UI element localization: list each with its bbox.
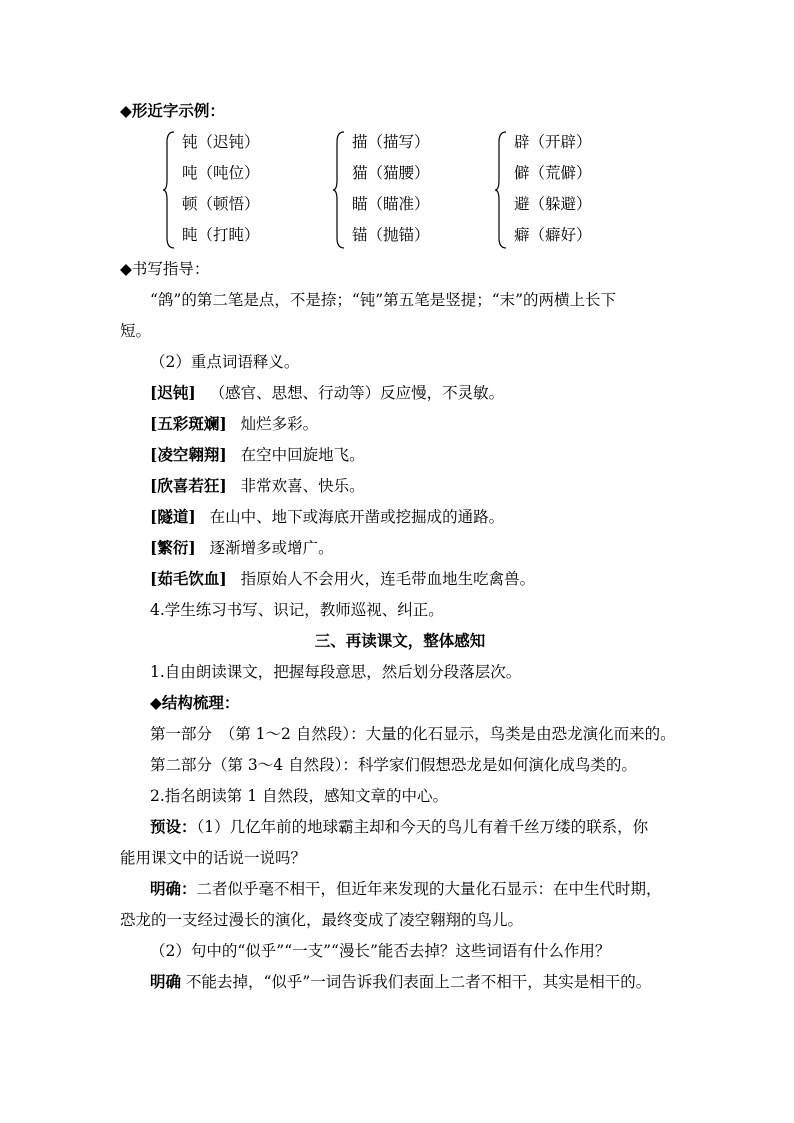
clear-text: 二者似乎毫不相干，但近年来发现的大量化石显示：在中生代时期， xyxy=(196,880,662,898)
clear-text-cont: 恐龙的一支经过漫长的演化，最终变成了凌空翱翔的鸟儿。 xyxy=(120,911,524,929)
vocab-term: [欣喜若狂] xyxy=(150,476,227,495)
char-item: 描（描写） xyxy=(352,133,430,151)
step-1: 1.自由朗读课文，把握每段意思，然后划分段落层次。 xyxy=(150,663,522,681)
clear-paragraph xyxy=(150,879,680,899)
vocab-def: 在山中、地下或海底开凿或挖掘成的通路。 xyxy=(209,508,505,526)
question-2: （2）句中的“似乎”“一支”“漫长”能否去掉？这些词语有什么作用？ xyxy=(150,942,611,960)
vocab-term: [凌空翱翔] xyxy=(150,445,227,464)
vocab-term: [迟钝] xyxy=(150,383,196,402)
brace-icon xyxy=(494,130,508,250)
vocab-def: （感官、思想、行动等）反应慢，不灵敏。 xyxy=(209,384,505,402)
step-2: 2.指名朗读第 1 自然段，感知文章的中心。 xyxy=(150,787,449,805)
vocab-def: 非常欢喜、快乐。 xyxy=(240,477,365,495)
char-item: 钝（迟钝） xyxy=(182,133,260,151)
char-group-2 xyxy=(332,130,492,250)
step-4: 4.学生练习书写、识记，教师巡视、纠正。 xyxy=(150,601,444,619)
char-item: 盹（打盹） xyxy=(182,226,260,244)
structure-heading: ◆结构梳理： xyxy=(150,693,240,712)
section-title: 三、再读课文，整体感知 xyxy=(314,631,486,650)
vocab-item xyxy=(150,445,680,465)
preset-paragraph xyxy=(150,817,680,837)
brace-icon xyxy=(162,130,176,250)
clear-label: 明确： xyxy=(150,879,197,898)
preset-label: 预设： xyxy=(150,817,197,836)
vocab-item xyxy=(150,383,680,403)
part-2: 第二部分（第 3～4 自然段）：科学家们假想恐龙是如何演化成鸟类的。 xyxy=(150,756,637,774)
writing-guide-heading: ◆书写指导： xyxy=(120,260,210,278)
clear2-text: 不能去掉，“似乎”一词告诉我们表面上二者不相干，其实是相干的。 xyxy=(181,973,652,991)
char-item: 瞄（瞄准） xyxy=(352,195,430,213)
vocab-heading: （2）重点词语释义。 xyxy=(150,353,300,371)
writing-guide-text: “鸽”的第二笔是点，不是捺；“钝”第五笔是竖提；“末”的两横上长下 xyxy=(150,291,617,309)
char-item: 锚（抛锚） xyxy=(352,226,430,244)
char-group-3 xyxy=(494,130,654,250)
char-item: 顿（顿悟） xyxy=(182,195,260,213)
preset-text: （1）几亿年前的地球霸主却和今天的鸟儿有着千丝万缕的联系，你 xyxy=(196,818,649,836)
char-item: 避（躲避） xyxy=(514,195,592,213)
vocab-item xyxy=(150,476,680,496)
vocab-def: 逐渐增多或增广。 xyxy=(209,539,334,557)
vocab-item xyxy=(150,507,680,527)
vocab-item xyxy=(150,414,680,434)
part-1: 第一部分 （第 1～2 自然段）：大量的化石显示，鸟类是由恐龙演化而来的。 xyxy=(150,725,676,743)
writing-guide-text-cont: 短。 xyxy=(120,322,152,340)
vocab-def: 灿烂多彩。 xyxy=(240,415,319,433)
vocab-item xyxy=(150,569,680,589)
char-item: 癖（癖好） xyxy=(514,226,592,244)
vocab-def: 指原始人不会用火，连毛带血地生吃禽兽。 xyxy=(240,570,536,588)
char-item: 猫（猫腰） xyxy=(352,164,430,182)
similar-chars-heading: ◆形近字示例： xyxy=(120,101,225,120)
char-item: 辟（开辟） xyxy=(514,133,592,151)
vocab-term: [五彩斑斓] xyxy=(150,414,227,433)
vocab-term: [隧道] xyxy=(150,507,196,526)
char-item: 吨（吨位） xyxy=(182,164,260,182)
brace-icon xyxy=(332,130,346,250)
clear2-paragraph xyxy=(150,972,680,992)
char-item: 僻（荒僻） xyxy=(514,164,592,182)
vocab-item xyxy=(150,538,680,558)
vocab-term: [茹毛饮血] xyxy=(150,569,227,588)
clear2-label: 明确 xyxy=(150,972,182,991)
preset-text-cont: 能用课文中的话说一说吗？ xyxy=(120,849,307,867)
vocab-def: 在空中回旋地飞。 xyxy=(240,446,365,464)
char-group-1 xyxy=(162,130,322,250)
vocab-term: [繁衍] xyxy=(150,538,196,557)
